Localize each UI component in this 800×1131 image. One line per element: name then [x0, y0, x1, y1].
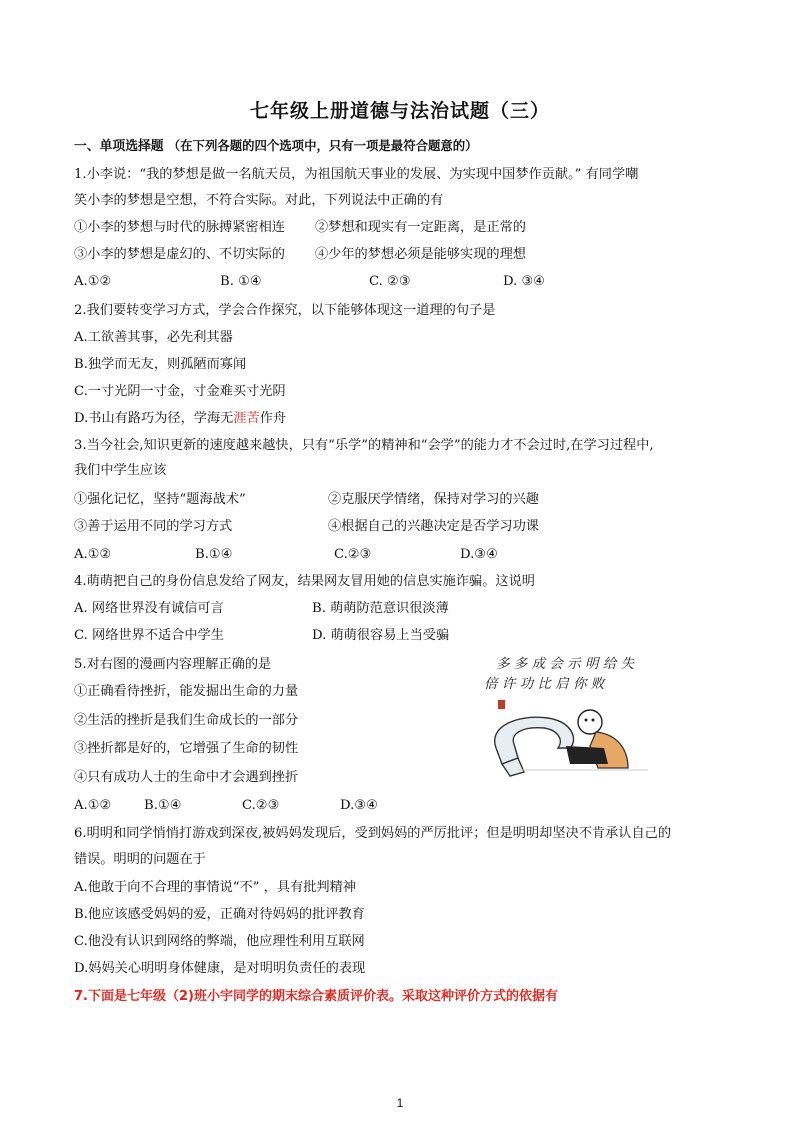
- q2-option-d: [74, 410, 286, 428]
- q1-stem-line2: 笑小李的梦想是空想，不符合实际。对此，下列说法中正确的有: [74, 193, 444, 208]
- q4-option-c: C. 网络世界不适合中学生: [74, 628, 224, 643]
- q2-option-d-highlight: 涯苦: [233, 411, 260, 426]
- q4-option-a: A. 网络世界没有诚信可言: [74, 601, 224, 616]
- cartoon-caption-line2: 倍 许 功 比 启 你 败: [484, 676, 605, 692]
- q3-stem-line2: 我们中学生应该: [74, 463, 167, 478]
- failure-cartoon-illustration: [478, 648, 654, 780]
- q2-option-a: A.工欲善其事，必先利其器: [74, 330, 233, 345]
- q7-stem: 7.下面是七年级（2)班小宇同学的期末综合素质评价表。采取这种评价方式的依据有: [74, 989, 558, 1004]
- section-heading-label: 一、单项选择题: [74, 139, 164, 154]
- q5-stem: 5.对右图的漫画内容理解正确的是: [74, 657, 272, 672]
- cartoon-caption-line1: 多 多 成 会 示 明 给 失: [496, 656, 635, 672]
- q1-statement-3: ③小李的梦想是虚幻的、不切实际的: [74, 247, 285, 262]
- person-head-icon: [578, 710, 602, 734]
- q5-option-d: D.③④: [340, 798, 378, 813]
- q5-statement-1: ①正确看待挫折，能发掘出生命的力量: [74, 684, 299, 699]
- q3-statement-1: ①强化记忆，坚持“题海战术”: [74, 492, 246, 507]
- q5-option-a: A.①②: [74, 798, 112, 813]
- q1-option-c: C. ②③: [369, 274, 411, 289]
- q1-option-d: D. ③④: [503, 274, 546, 289]
- q5-option-c: C.②③: [242, 798, 280, 813]
- q6-option-a: A.他敢于向不合理的事情说“不” ，具有批判精神: [74, 880, 356, 895]
- q3-stem-line1: 3.当今社会,知识更新的速度越来越快，只有“乐学”的精神和“会学”的能力才不会过时,在学习过程中,: [74, 438, 654, 453]
- q3-statement-2: ②克服厌学情绪，保持对学习的兴趣: [328, 492, 539, 507]
- q3-option-d: D.③④: [460, 547, 498, 562]
- q6-option-c: C.他没有认识到网络的弊端，他应理性利用互联网: [74, 934, 365, 949]
- q2-stem: 2.我们要转变学习方式，学会合作探究，以下能够体现这一道理的句子是: [74, 303, 496, 318]
- section-heading-note: （在下列各题的四个选项中，只有一项是最符合题意的）: [167, 138, 478, 153]
- q1-option-a: A.①②: [74, 274, 112, 289]
- q1-statement-1: ①小李的梦想与时代的脉搏紧密相连: [74, 220, 285, 235]
- q2-option-d-start: D.书山有路巧为径，学海无: [74, 411, 234, 426]
- q6-option-b: B.他应该感受妈妈的爱，正确对待妈妈的批评教育: [74, 907, 365, 922]
- q6-stem-line2: 错误。明明的问题在于: [74, 852, 206, 867]
- q1-statement-2: ②梦想和现实有一定距离，是正常的: [315, 220, 526, 235]
- q5-statement-3: ③挫折都是好的，它增强了生命的韧性: [74, 741, 299, 756]
- q2-option-c: C.一寸光阴一寸金，寸金难买寸光阴: [74, 384, 286, 399]
- q2-option-d-end: 作舟: [259, 411, 287, 426]
- q3-statement-3: ③善于运用不同的学习方式: [74, 519, 233, 534]
- q1-statement-4: ④少年的梦想必须是能够实现的理想: [315, 247, 526, 262]
- section-heading: [74, 137, 478, 156]
- q3-statement-4: ④根据自己的兴趣决定是否学习功课: [328, 519, 539, 534]
- q5-statement-2: ②生活的挫折是我们生命成长的一部分: [74, 713, 299, 728]
- q3-option-a: A.①②: [74, 547, 112, 562]
- q5-statement-4: ④只有成功人士的生命中才会遇到挫折: [74, 770, 299, 785]
- q4-option-b: B. 萌萌防范意识很淡薄: [312, 601, 449, 616]
- exam-title: 七年级上册道德与法治试题（三）: [249, 100, 550, 122]
- page-number: 1: [396, 1096, 404, 1110]
- q3-option-c: C.②③: [334, 547, 372, 562]
- q2-option-b: B.独学而无友，则孤陋而寡闻: [74, 357, 247, 372]
- question-mark-shape-icon: [495, 717, 574, 764]
- q3-option-b: B.①④: [195, 547, 233, 562]
- q4-option-d: D. 萌萌很容易上当受骗: [312, 628, 450, 643]
- q5-option-b: B.①④: [144, 798, 182, 813]
- q1-stem-line1: 1.小李说：“我的梦想是做一名航天员，为祖国航天事业的发展、为实现中国梦作贡献。” 有同学嘲: [74, 167, 639, 182]
- q6-stem-line1: 6.明明和同学悄悄打游戏到深夜,被妈妈发现后，受到妈妈的严厉批评；但是明明却坚决不肯承认自己的: [74, 826, 672, 841]
- seal-stamp-icon: [498, 700, 505, 709]
- q6-option-d: D.妈妈关心明明身体健康，是对明明负责任的表现: [74, 961, 366, 976]
- q1-option-b: B. ①④: [220, 274, 262, 289]
- q4-stem: 4.萌萌把自己的身份信息发给了网友，结果网友冒用她的信息实施诈骗。这说明: [74, 574, 535, 589]
